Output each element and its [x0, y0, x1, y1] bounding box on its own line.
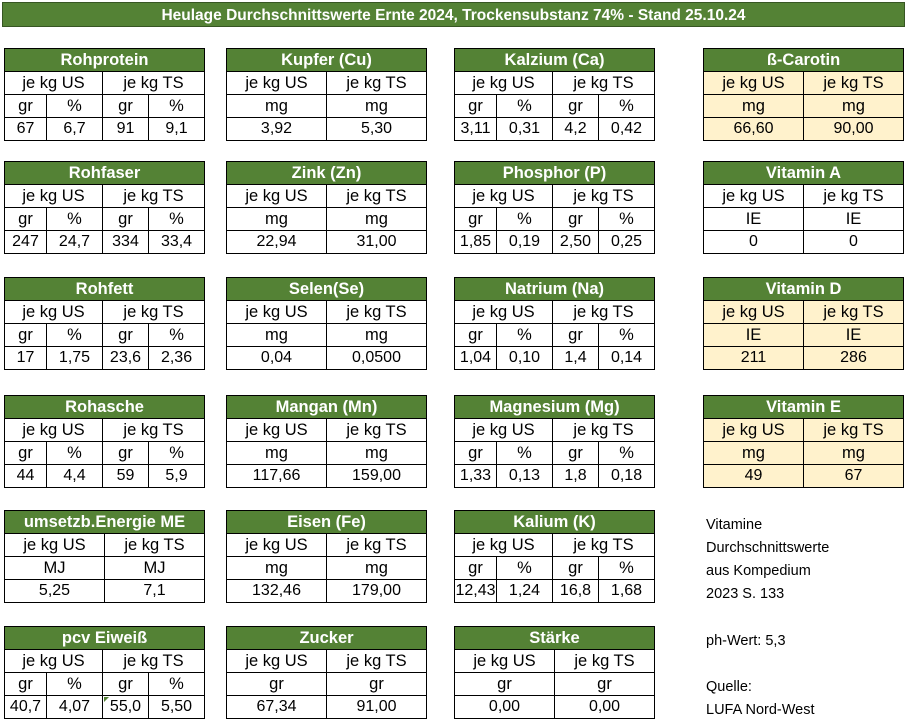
- source-name: LUFA Nord-West: [706, 702, 815, 718]
- value-cell: 159,00: [327, 465, 427, 488]
- value-cell: 67: [804, 465, 904, 488]
- value-cell: 4,4: [47, 465, 103, 488]
- nutrient-box: [454, 277, 655, 370]
- nutrient-box: [226, 48, 427, 141]
- per-kg-ts-label: je kg TS: [103, 72, 205, 95]
- unit-cell: gr: [553, 324, 599, 347]
- value-cell: 22,94: [227, 231, 327, 254]
- value-cell: 0,10: [497, 347, 553, 370]
- box-title: Vitamin A: [704, 162, 904, 185]
- unit-cell: %: [149, 95, 205, 118]
- unit-cell: gr: [5, 673, 47, 696]
- per-kg-us-label: je kg US: [455, 534, 553, 557]
- value-cell: 3,11: [455, 118, 497, 141]
- nutrient-box: [703, 395, 904, 488]
- value-cell: 334: [103, 231, 149, 254]
- box-title: pcv Eiweiß: [5, 627, 205, 650]
- unit-cell: %: [497, 95, 553, 118]
- unit-cell: mg: [227, 557, 327, 580]
- value-cell: 132,46: [227, 580, 327, 603]
- unit-cell: %: [599, 95, 655, 118]
- value-cell: 4,2: [553, 118, 599, 141]
- nutrient-box: [454, 395, 655, 488]
- value-cell: 59: [103, 465, 149, 488]
- value-cell: 179,00: [327, 580, 427, 603]
- value-cell: 90,00: [804, 118, 904, 141]
- box-title: Kalium (K): [455, 511, 655, 534]
- box-title: Rohasche: [5, 396, 205, 419]
- unit-cell: gr: [455, 673, 555, 696]
- unit-cell: mg: [227, 95, 327, 118]
- unit-cell: mg: [704, 442, 804, 465]
- unit-cell: mg: [327, 208, 427, 231]
- unit-cell: %: [599, 557, 655, 580]
- unit-cell: gr: [103, 324, 149, 347]
- nutrient-box: [4, 161, 205, 254]
- unit-cell: mg: [327, 557, 427, 580]
- box-title: Magnesium (Mg): [455, 396, 655, 419]
- unit-cell: mg: [227, 442, 327, 465]
- source-note: [706, 676, 815, 722]
- unit-cell: gr: [5, 324, 47, 347]
- unit-cell: gr: [5, 95, 47, 118]
- per-kg-us-label: je kg US: [227, 185, 327, 208]
- value-cell: 7,1: [105, 580, 205, 603]
- unit-cell: %: [47, 95, 103, 118]
- unit-cell: gr: [227, 673, 327, 696]
- value-cell: 3,92: [227, 118, 327, 141]
- box-title: Kalzium (Ca): [455, 49, 655, 72]
- nutrient-box: [4, 626, 205, 719]
- value-cell: 17: [5, 347, 47, 370]
- vitamine-note-line: aus Kompedium: [706, 563, 811, 579]
- unit-cell: %: [599, 324, 655, 347]
- value-cell: 1,4: [553, 347, 599, 370]
- unit-cell: %: [497, 324, 553, 347]
- value-cell: 5,25: [5, 580, 105, 603]
- ph-value: ph-Wert: 5,3: [706, 633, 786, 649]
- unit-cell: IE: [804, 324, 904, 347]
- vitamine-note: [706, 514, 829, 606]
- value-cell: 1,75: [47, 347, 103, 370]
- unit-cell: gr: [103, 673, 149, 696]
- unit-cell: %: [149, 673, 205, 696]
- unit-cell: %: [149, 324, 205, 347]
- box-title: Vitamin D: [704, 278, 904, 301]
- unit-cell: mg: [227, 324, 327, 347]
- value-cell: 0,0500: [327, 347, 427, 370]
- nutrient-box: [454, 48, 655, 141]
- per-kg-ts-label: je kg TS: [553, 534, 655, 557]
- per-kg-us-label: je kg US: [227, 301, 327, 324]
- value-cell: 5,30: [327, 118, 427, 141]
- unit-cell: %: [497, 557, 553, 580]
- unit-cell: gr: [455, 557, 497, 580]
- nutrient-box: [226, 626, 427, 719]
- per-kg-ts-label: je kg TS: [327, 534, 427, 557]
- unit-cell: %: [47, 673, 103, 696]
- value-cell: 2,36: [149, 347, 205, 370]
- box-title: Zink (Zn): [227, 162, 427, 185]
- box-title: Phosphor (P): [455, 162, 655, 185]
- per-kg-ts-label: je kg TS: [804, 419, 904, 442]
- per-kg-ts-label: je kg TS: [553, 185, 655, 208]
- per-kg-us-label: je kg US: [5, 650, 103, 673]
- unit-cell: mg: [804, 442, 904, 465]
- value-cell: 55,0: [103, 696, 149, 719]
- unit-cell: MJ: [5, 557, 105, 580]
- value-cell: 286: [804, 347, 904, 370]
- box-title: Rohfett: [5, 278, 205, 301]
- per-kg-us-label: je kg US: [5, 185, 103, 208]
- unit-cell: gr: [5, 208, 47, 231]
- value-cell: 0: [704, 231, 804, 254]
- value-cell: 16,8: [553, 580, 599, 603]
- source-label: Quelle:: [706, 679, 752, 695]
- box-title: Eisen (Fe): [227, 511, 427, 534]
- vitamine-note-line: Durchschnittswerte: [706, 540, 830, 556]
- value-cell: 0,00: [555, 696, 655, 719]
- unit-cell: IE: [704, 208, 804, 231]
- unit-cell: gr: [103, 442, 149, 465]
- value-cell: 117,66: [227, 465, 327, 488]
- unit-cell: %: [497, 208, 553, 231]
- unit-cell: gr: [327, 673, 427, 696]
- value-cell: 0,14: [599, 347, 655, 370]
- box-title: Mangan (Mn): [227, 396, 427, 419]
- value-cell: 40,7: [5, 696, 47, 719]
- value-cell: 247: [5, 231, 47, 254]
- value-cell: 4,07: [47, 696, 103, 719]
- per-kg-us-label: je kg US: [455, 650, 555, 673]
- per-kg-ts-label: je kg TS: [327, 301, 427, 324]
- per-kg-us-label: je kg US: [455, 72, 553, 95]
- per-kg-ts-label: je kg TS: [553, 301, 655, 324]
- value-cell: 0,19: [497, 231, 553, 254]
- value-cell: 0,04: [227, 347, 327, 370]
- page-title: Heulage Durchschnittswerte Ernte 2024, Trockensubstanz 74% - Stand 25.10.24: [2, 2, 905, 27]
- unit-cell: gr: [5, 442, 47, 465]
- unit-cell: mg: [327, 442, 427, 465]
- per-kg-ts-label: je kg TS: [103, 419, 205, 442]
- per-kg-us-label: je kg US: [704, 72, 804, 95]
- nutrient-box: [4, 48, 205, 141]
- value-cell: 6,7: [47, 118, 103, 141]
- value-cell: 0,00: [455, 696, 555, 719]
- per-kg-ts-label: je kg TS: [804, 72, 904, 95]
- unit-cell: mg: [327, 95, 427, 118]
- unit-cell: %: [149, 442, 205, 465]
- box-title: Zucker: [227, 627, 427, 650]
- per-kg-us-label: je kg US: [704, 419, 804, 442]
- value-cell: 67: [5, 118, 47, 141]
- nutrient-box: [226, 510, 427, 603]
- value-cell: 1,8: [553, 465, 599, 488]
- per-kg-us-label: je kg US: [227, 72, 327, 95]
- per-kg-ts-label: je kg TS: [103, 650, 205, 673]
- per-kg-ts-label: je kg TS: [103, 185, 205, 208]
- unit-cell: gr: [553, 208, 599, 231]
- per-kg-ts-label: je kg TS: [553, 419, 655, 442]
- unit-cell: %: [47, 324, 103, 347]
- value-cell: 9,1: [149, 118, 205, 141]
- box-title: Rohprotein: [5, 49, 205, 72]
- value-cell: 23,6: [103, 347, 149, 370]
- value-cell: 33,4: [149, 231, 205, 254]
- unit-cell: mg: [327, 324, 427, 347]
- nutrient-box: [226, 161, 427, 254]
- value-cell: 0: [804, 231, 904, 254]
- unit-cell: %: [599, 442, 655, 465]
- unit-cell: MJ: [105, 557, 205, 580]
- per-kg-ts-label: je kg TS: [103, 301, 205, 324]
- per-kg-us-label: je kg US: [227, 534, 327, 557]
- nutrient-box: [4, 277, 205, 370]
- unit-cell: %: [47, 442, 103, 465]
- vitamine-note-line: 2023 S. 133: [706, 586, 785, 602]
- unit-cell: mg: [227, 208, 327, 231]
- unit-cell: IE: [804, 208, 904, 231]
- value-cell: 0,25: [599, 231, 655, 254]
- per-kg-us-label: je kg US: [5, 419, 103, 442]
- value-cell: 44: [5, 465, 47, 488]
- per-kg-ts-label: je kg TS: [327, 72, 427, 95]
- nutrient-box: [226, 277, 427, 370]
- box-title: Rohfaser: [5, 162, 205, 185]
- value-cell: 1,85: [455, 231, 497, 254]
- unit-cell: gr: [103, 95, 149, 118]
- unit-cell: gr: [455, 442, 497, 465]
- per-kg-us-label: je kg US: [5, 72, 103, 95]
- value-cell: 5,50: [149, 696, 205, 719]
- value-cell: 2,50: [553, 231, 599, 254]
- per-kg-ts-label: je kg TS: [327, 419, 427, 442]
- value-cell: 0,13: [497, 465, 553, 488]
- per-kg-ts-label: je kg TS: [804, 185, 904, 208]
- per-kg-us-label: je kg US: [5, 534, 105, 557]
- nutrient-box: [454, 626, 655, 719]
- unit-cell: gr: [455, 324, 497, 347]
- box-title: Stärke: [455, 627, 655, 650]
- nutrient-box: [703, 277, 904, 370]
- box-title: Kupfer (Cu): [227, 49, 427, 72]
- nutrient-box: [454, 161, 655, 254]
- per-kg-us-label: je kg US: [704, 185, 804, 208]
- unit-cell: %: [599, 208, 655, 231]
- unit-cell: gr: [553, 95, 599, 118]
- value-cell: 0,42: [599, 118, 655, 141]
- nutrient-box: [4, 510, 205, 603]
- value-cell: 31,00: [327, 231, 427, 254]
- value-cell: 24,7: [47, 231, 103, 254]
- box-title: Natrium (Na): [455, 278, 655, 301]
- box-title: Vitamin E: [704, 396, 904, 419]
- value-cell: 1,24: [497, 580, 553, 603]
- value-cell: 0,31: [497, 118, 553, 141]
- per-kg-ts-label: je kg TS: [327, 185, 427, 208]
- per-kg-us-label: je kg US: [704, 301, 804, 324]
- per-kg-us-label: je kg US: [455, 185, 553, 208]
- value-cell: 5,9: [149, 465, 205, 488]
- cell-marker-icon: [104, 697, 109, 702]
- unit-cell: %: [497, 442, 553, 465]
- value-cell: 211: [704, 347, 804, 370]
- box-title: Selen(Se): [227, 278, 427, 301]
- per-kg-ts-label: je kg TS: [327, 650, 427, 673]
- box-title: ß-Carotin: [704, 49, 904, 72]
- per-kg-ts-label: je kg TS: [804, 301, 904, 324]
- per-kg-us-label: je kg US: [455, 301, 553, 324]
- per-kg-ts-label: je kg TS: [105, 534, 205, 557]
- vitamine-note-line: Vitamine: [706, 517, 763, 533]
- box-title: umsetzb.Energie ME: [5, 511, 205, 534]
- nutrient-box: [454, 510, 655, 603]
- value-cell: 91: [103, 118, 149, 141]
- value-cell: 91,00: [327, 696, 427, 719]
- per-kg-us-label: je kg US: [227, 419, 327, 442]
- unit-cell: gr: [555, 673, 655, 696]
- per-kg-us-label: je kg US: [455, 419, 553, 442]
- value-cell: 67,34: [227, 696, 327, 719]
- per-kg-ts-label: je kg TS: [555, 650, 655, 673]
- unit-cell: %: [47, 208, 103, 231]
- value-cell: 1,04: [455, 347, 497, 370]
- nutrient-box: [4, 395, 205, 488]
- value-cell: 1,68: [599, 580, 655, 603]
- per-kg-ts-label: je kg TS: [553, 72, 655, 95]
- per-kg-us-label: je kg US: [227, 650, 327, 673]
- unit-cell: mg: [704, 95, 804, 118]
- unit-cell: gr: [455, 208, 497, 231]
- value-cell: 12,43: [455, 580, 497, 603]
- unit-cell: gr: [553, 442, 599, 465]
- unit-cell: mg: [804, 95, 904, 118]
- unit-cell: IE: [704, 324, 804, 347]
- unit-cell: gr: [103, 208, 149, 231]
- unit-cell: %: [149, 208, 205, 231]
- value-cell: 0,18: [599, 465, 655, 488]
- value-cell: 1,33: [455, 465, 497, 488]
- unit-cell: gr: [455, 95, 497, 118]
- nutrient-box: [226, 395, 427, 488]
- value-cell: 49: [704, 465, 804, 488]
- nutrient-box: [703, 48, 904, 141]
- per-kg-us-label: je kg US: [5, 301, 103, 324]
- value-cell: 66,60: [704, 118, 804, 141]
- unit-cell: gr: [553, 557, 599, 580]
- nutrient-box: [703, 161, 904, 254]
